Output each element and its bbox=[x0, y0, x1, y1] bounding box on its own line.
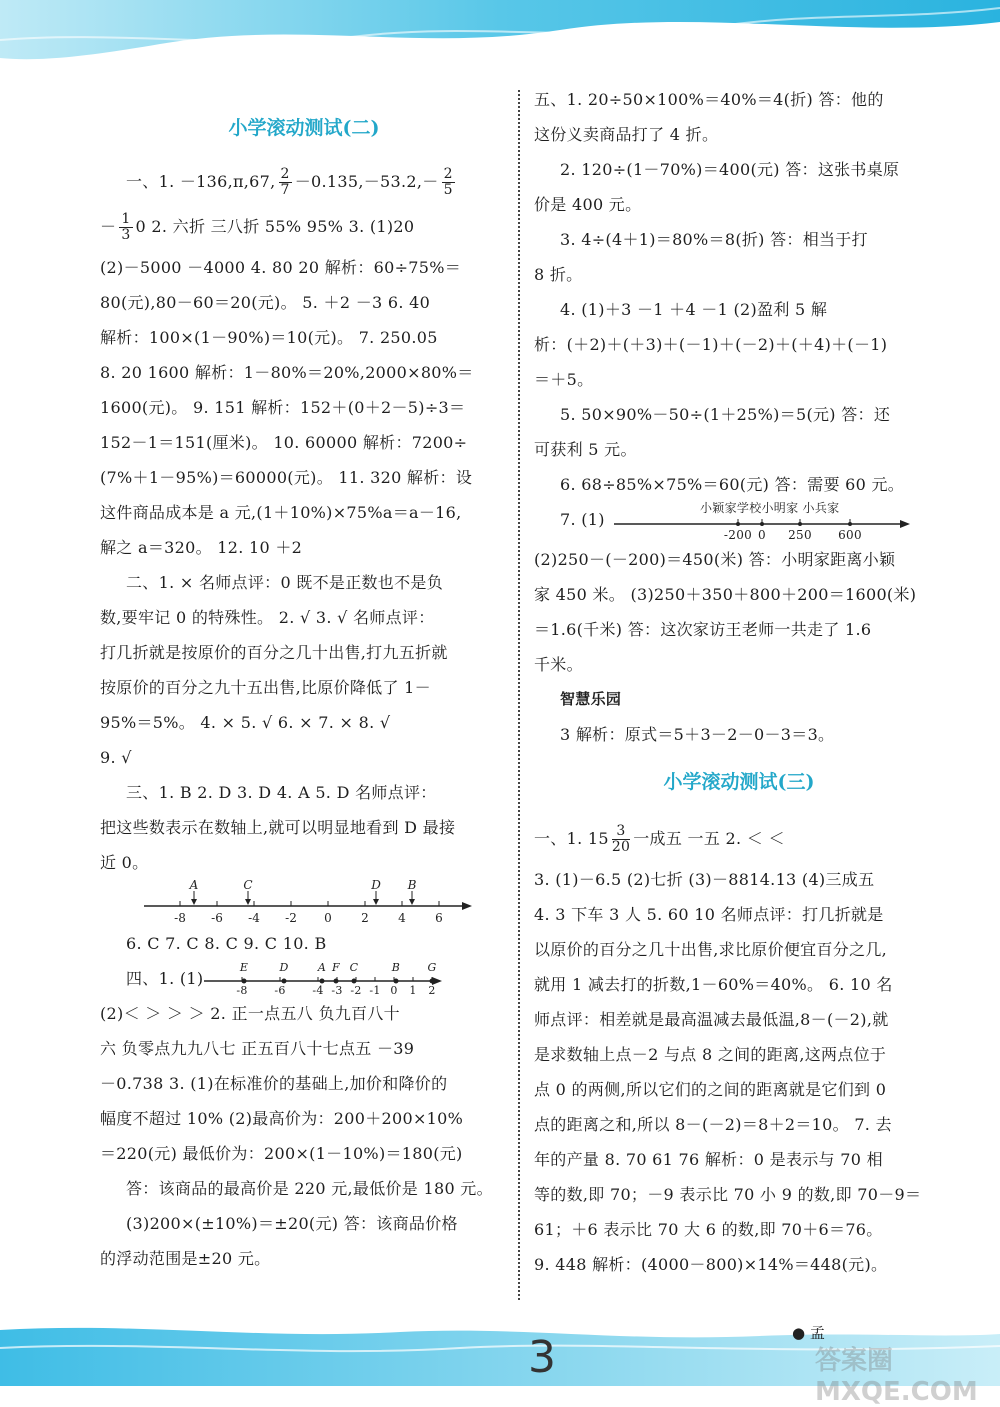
point-label: A bbox=[317, 961, 327, 974]
number-line-1 bbox=[144, 880, 474, 926]
answer-line: 五、1. 20÷50×100%＝40%＝4(折) 答：他的 bbox=[534, 90, 884, 109]
tick-label: -2 bbox=[285, 911, 297, 925]
answer-line: 点 0 的两侧,所以它们的之间的距离就是它们到 0 bbox=[534, 1080, 887, 1099]
answer-line: 2. 120÷(1－70%)＝400(元) 答：这张书桌原 bbox=[560, 160, 900, 179]
point-label: B bbox=[407, 880, 417, 892]
point-arrowhead bbox=[245, 899, 251, 905]
point-arrowhead bbox=[191, 899, 197, 905]
answer-line: 千米。 bbox=[534, 655, 583, 674]
fraction: $\frac{2}{7}$ bbox=[280, 166, 290, 198]
answer-line: 7. (1) 小颖家学校小明家 小兵家 -200 0 250 600 bbox=[534, 502, 944, 542]
answer-line: 152－1＝151(厘米)。 10. 60000 解析：7200÷ bbox=[100, 433, 468, 452]
answer-line: 9. 448 解析：(4000－800)×14%＝448(元)。 bbox=[534, 1255, 888, 1274]
point-arrowhead bbox=[373, 899, 379, 905]
point-dot bbox=[242, 979, 247, 984]
answer-line: 析：(＋2)＋(＋3)＋(－1)＋(－2)＋(＋4)＋(－1) bbox=[534, 335, 888, 354]
point-label: F bbox=[332, 961, 340, 974]
tick-label: -6 bbox=[211, 911, 223, 925]
page-number: 3 bbox=[528, 1332, 556, 1383]
answer-line: ＝1.6(千米) 答：这次家访王老师一共走了 1.6 bbox=[534, 620, 872, 639]
tick-label: 1 bbox=[409, 984, 417, 997]
answer-line: 80(元),80－60＝20(元)。 5. ＋2 －3 6. 40 bbox=[100, 293, 431, 312]
answer-line: 9. √ bbox=[100, 748, 132, 767]
tick-label: -1 bbox=[369, 984, 381, 997]
answer-line: －0.738 3. (1)在标准价的基础上,加价和降价的 bbox=[100, 1074, 448, 1093]
tick-label: 2 bbox=[428, 984, 436, 997]
answer-line: － $\frac{1}{3}$ 0 2. 六折 三八折 55% 95% 3. (1)20 bbox=[100, 211, 415, 243]
answer-line: 4. (1)＋3 －1 ＋4 －1 (2)盈利 5 解 bbox=[560, 300, 828, 319]
point-label: E bbox=[239, 961, 249, 974]
tick-label: 0 bbox=[758, 528, 766, 542]
tick-label: -8 bbox=[174, 911, 186, 925]
point-dot bbox=[394, 979, 399, 984]
tick-label: 4 bbox=[398, 911, 406, 925]
point-label: D bbox=[279, 961, 289, 974]
tick-label: -8 bbox=[236, 984, 248, 997]
point-label: C bbox=[349, 961, 359, 974]
answer-line: ＝＋5。 bbox=[534, 370, 594, 389]
answer-line: 打几折就是按原价的百分之几十出售,打九五折就 bbox=[100, 643, 448, 662]
tick-label: -200 bbox=[723, 528, 753, 542]
point-dot bbox=[848, 522, 852, 526]
right-column bbox=[534, 82, 944, 1282]
fraction: $\frac{3}{20}$ bbox=[611, 823, 631, 855]
column-divider bbox=[518, 90, 520, 1300]
answer-line: 是求数轴上点－2 与点 8 之间的距离,这两点位于 bbox=[534, 1045, 887, 1064]
tick-label: -3 bbox=[331, 984, 343, 997]
answer-line: 解之 a＝320。 12. 10 ＋2 bbox=[100, 538, 303, 557]
point-dot bbox=[736, 522, 740, 526]
answer-line: 一、1. 15 $\frac{3}{20}$ 一成五 一五 2. ＜ ＜ bbox=[534, 823, 785, 855]
publisher-mark: ● 孟 bbox=[792, 1324, 825, 1342]
number-line-labels: 小颖家学校小明家 小兵家 bbox=[700, 501, 840, 515]
tick-label: 6 bbox=[435, 911, 443, 925]
answer-line: ＝220(元) 最低价为：200×(1－10%)＝180(元) bbox=[100, 1144, 463, 1163]
answer-line: 三、1. B 2. D 3. D 4. A 5. D 名师点评： bbox=[126, 783, 437, 802]
tick-label: -4 bbox=[248, 911, 260, 925]
answer-line: 答：该商品的最高价是 220 元,最低价是 180 元。 bbox=[126, 1179, 493, 1198]
answer-line: 幅度不超过 10% (2)最高价为：200＋200×10% bbox=[100, 1109, 464, 1128]
answer-line: 6. 68÷85%×75%＝60(元) 答：需要 60 元。 bbox=[560, 475, 905, 494]
answer-line: 1600(元)。 9. 151 解析：152＋(0＋2－5)÷3＝ bbox=[100, 398, 466, 417]
point-label: G bbox=[427, 961, 437, 974]
point-label: A bbox=[189, 880, 199, 892]
number-line-2 bbox=[204, 961, 444, 997]
tick-label: 2 bbox=[361, 911, 369, 925]
tick-label: -6 bbox=[274, 984, 286, 997]
answer-line: 四、1. (1) -8 -6 -4 -3 -2 -1 0 1 2 E D A F C B G bbox=[100, 961, 508, 996]
point-dot bbox=[798, 522, 802, 526]
answer-line: 师点评：相差就是最高温减去最低温,8－(－2),就 bbox=[534, 1010, 889, 1029]
answer-line: 就用 1 减去打的折数,1－60%＝40%。 6. 10 名 bbox=[534, 975, 893, 994]
tick-label: 0 bbox=[324, 911, 332, 925]
left-column bbox=[100, 82, 508, 1276]
answer-line: 点的距离之和,所以 8－(－2)＝8＋2＝10。 7. 去 bbox=[534, 1115, 892, 1134]
point-dot bbox=[352, 979, 357, 984]
answer-line: 6. C 7. C 8. C 9. C 10. B bbox=[126, 934, 327, 953]
answer-line: (2)250－(－200)＝450(米) 答：小明家距离小颖 bbox=[534, 550, 896, 569]
answer-line: 4. 3 下车 3 人 5. 60 10 名师点评：打几折就是 bbox=[534, 905, 884, 924]
section-title: 小学滚动测试(三) bbox=[663, 771, 815, 793]
answer-line: 一、1. －136,π,67, $\frac{2}{7}$ －0.135,－53.2,－ $\frac{2}{5}$ bbox=[126, 166, 453, 198]
point-dot bbox=[430, 979, 435, 984]
answer-line: 的浮动范围是±20 元。 bbox=[100, 1249, 271, 1268]
answer-line: 家 450 米。 (3)250＋350＋800＋200＝1600(米) bbox=[534, 585, 917, 604]
answer-line: 3. (1)－6.5 (2)七折 (3)－8814.13 (4)三成五 bbox=[534, 870, 875, 889]
answer-line: (7%＋1－95%)＝60000(元)。 11. 320 解析：设 bbox=[100, 468, 473, 487]
point-dot bbox=[282, 979, 287, 984]
answer-line: 把这些数表示在数轴上,就可以明显地看到 D 最接 bbox=[100, 818, 456, 837]
answer-line: 这份义卖商品打了 4 折。 bbox=[534, 125, 719, 144]
answer-line: (2)＜ ＞ ＞ ＞ 2. 正一点五八 负九百八十 bbox=[100, 1004, 400, 1023]
fraction: $\frac{1}{3}$ bbox=[121, 211, 131, 243]
point-dot bbox=[760, 522, 764, 526]
tick-label: -2 bbox=[350, 984, 362, 997]
answer-line: 近 0。 bbox=[100, 853, 149, 872]
answer-line: 8 折。 bbox=[534, 265, 583, 284]
answer-line: 等的数,即 70；－9 表示比 70 小 9 的数,即 70－9＝ bbox=[534, 1185, 922, 1204]
answer-line: 以原价的百分之几十出售,求比原价便宜百分之几, bbox=[534, 940, 888, 959]
point-arrowhead bbox=[409, 899, 415, 905]
point-dot bbox=[320, 979, 325, 984]
subsection-heading: 智慧乐园 bbox=[560, 690, 622, 708]
point-label: C bbox=[243, 880, 253, 892]
answer-line: 3. 4÷(4＋1)＝80%＝8(折) 答：相当于打 bbox=[560, 230, 868, 249]
answer-line: 可获利 5 元。 bbox=[534, 440, 637, 459]
tick-label: 250 bbox=[788, 528, 812, 542]
answer-line: 价是 400 元。 bbox=[534, 195, 642, 214]
answer-line: 年的产量 8. 70 61 76 解析：0 是表示与 70 相 bbox=[534, 1150, 883, 1169]
tick-label: 600 bbox=[838, 528, 862, 542]
number-line-3 bbox=[614, 498, 914, 542]
answer-line: 3 解析：原式＝5＋3－2－0－3＝3。 bbox=[560, 725, 835, 744]
answer-line: 数,要牢记 0 的特殊性。 2. √ 3. √ 名师点评： bbox=[100, 608, 435, 627]
section-title: 小学滚动测试(二) bbox=[228, 117, 380, 139]
answer-line: 二、1. × 名师点评：0 既不是正数也不是负 bbox=[126, 573, 444, 592]
answer-line: 解析：100×(1－90%)＝10(元)。 7. 250.05 bbox=[100, 328, 438, 347]
answer-line: 61；＋6 表示比 70 大 6 的数,即 70＋6＝76。 bbox=[534, 1220, 883, 1239]
answer-line: 六 负零点九九八七 正五百八十七点五 －39 bbox=[100, 1039, 415, 1058]
point-label: B bbox=[391, 961, 401, 974]
answer-line: 这件商品成本是 a 元,(1＋10%)×75%a＝a－16, bbox=[100, 503, 462, 522]
answer-line: 按原价的百分之九十五出售,比原价降低了 1－ bbox=[100, 678, 431, 697]
answer-line: 95%＝5%。 4. × 5. √ 6. × 7. × 8. √ bbox=[100, 713, 391, 732]
answer-line: 5. 50×90%－50÷(1＋25%)＝5(元) 答：还 bbox=[560, 405, 891, 424]
point-dot bbox=[334, 979, 339, 984]
top-banner bbox=[0, 0, 1000, 70]
point-label: D bbox=[371, 880, 381, 892]
fraction: $\frac{2}{5}$ bbox=[443, 166, 453, 198]
watermark: 答案圈 MXQE.COM bbox=[815, 1346, 978, 1407]
tick-label: -4 bbox=[312, 984, 324, 997]
tick-label: 0 bbox=[390, 984, 398, 997]
answer-line: (3)200×(±10%)＝±20(元) 答：该商品价格 bbox=[126, 1214, 458, 1233]
answer-line: 8. 20 1600 解析：1－80%＝20%,2000×80%＝ bbox=[100, 363, 474, 382]
answer-line: (2)－5000 －4000 4. 80 20 解析：60÷75%＝ bbox=[100, 258, 462, 277]
